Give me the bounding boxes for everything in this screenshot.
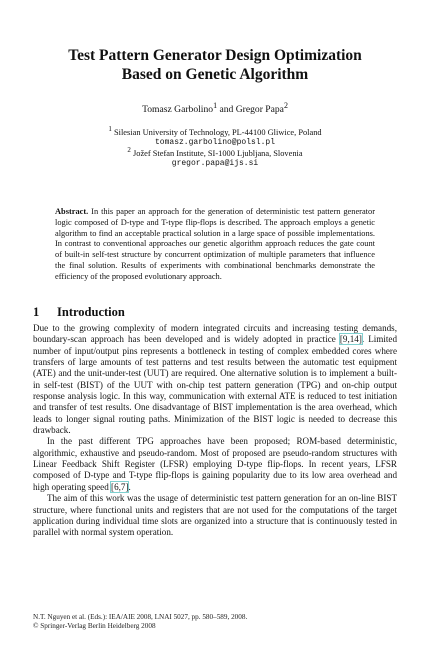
- affiliation-mark: 1: [108, 125, 112, 133]
- author-email: tomasz.garbolino@polsl.pl: [154, 138, 276, 148]
- author-list: [20, 101, 410, 115]
- citation-link[interactable]: [9,14]: [339, 334, 362, 345]
- author-email: gregor.papa@ijs.si: [171, 159, 259, 169]
- affiliation-2: [20, 145, 410, 170]
- paragraph: [33, 323, 397, 436]
- footer-copyright: © Springer-Verlag Berlin Heidelberg 2008: [33, 622, 156, 630]
- author-affiliation-mark: 1: [213, 101, 218, 110]
- abstract: [55, 207, 375, 283]
- page-footer: [33, 613, 247, 631]
- paragraph: [33, 436, 397, 493]
- section-title: Introduction: [57, 305, 125, 319]
- author-separator: and: [217, 104, 236, 116]
- title-line-1: Test Pattern Generator Design Optimization: [68, 47, 362, 64]
- paragraph: The aim of this work was the usage of deterministic test pattern generation for an on-line BIST structure, where functional units and registers that are not used for the computations of the target application during individual time slots are organized into a structure that is continuously tested in parallel with normal system operation.: [33, 493, 397, 538]
- author-name: Tomasz Garbolino: [142, 104, 214, 116]
- title-line-2: Based on Genetic Algorithm: [121, 66, 309, 83]
- paragraph-text: In the past different TPG approaches have been proposed; ROM-based deterministic, algorithmic, exhaustive and pseudo-random. Most of proposed are pseudo-random structures with Linear Feedback Shift Register (LFSR) employing D-type flip-flops. In recent years, LFSR composed of D-type and T-type flip-flops is gaining popularity due to its low area overhead and high operating speed: [33, 436, 397, 492]
- paper-title: [20, 46, 410, 84]
- affiliation-text: Silesian University of Technology, PL-44100 Gliwice, Poland: [111, 127, 322, 137]
- affiliation-mark: 2: [127, 146, 131, 154]
- introduction-body: [33, 323, 397, 539]
- abstract-text: In this paper an approach for the generation of deterministic test pattern generator logic composed of D-type and T-type flip-flops is described. The approach employs a genetic algorithm to find an acceptable practical solution in a large space of possible implementations. In contrast to conventional approaches our genetic algorithm approach reduces the gate count of built-in self-test structure by concurrent optimization of multiple parameters that influence the final solution. Results of experiments with combinational benchmarks demonstrate the efficiency of the proposed evolutionary approach.: [55, 207, 375, 281]
- affiliation-text: Jožef Stefan Institute, SI-1000 Ljubljana, Slovenia: [130, 148, 303, 158]
- footer-citation: N.T. Nguyen et al. (Eds.): IEA/AIE 2008, LNAI 5027, pp. 580–589, 2008.: [33, 613, 248, 621]
- paragraph-text: Due to the growing complexity of modern integrated circuits and increasing testing demands, boundary-scan approach has been developed and is widely adopted in practice: [33, 323, 397, 345]
- section-number: 1: [33, 305, 40, 319]
- paragraph-text: . Limited number of input/output pins represents a bottleneck in testing of complex embedded cores where transfers of large amounts of test patterns and test results between the automatic test equipment (ATE) and the unit-under-test (UUT) are required. One alternative solution is to implement a built-in self-test (BIST) of the UUT with on-chip test pattern generation (TPG) and on-chip output response analysis logic. In this way, communication with external ATE is reduced to test initiation and transfer of test results. One disadvantage of BIST implementation is the area overhead, which leads to longer signal routing paths. Minimization of the BIST logic is needed to decrease this drawback.: [33, 334, 397, 436]
- author-name: Gregor Papa: [235, 104, 284, 116]
- citation-link[interactable]: [6,7]: [111, 481, 129, 492]
- abstract-label: Abstract.: [55, 207, 89, 216]
- section-heading: [33, 305, 125, 320]
- paragraph-text: .: [128, 481, 131, 492]
- author-affiliation-mark: 2: [283, 101, 288, 110]
